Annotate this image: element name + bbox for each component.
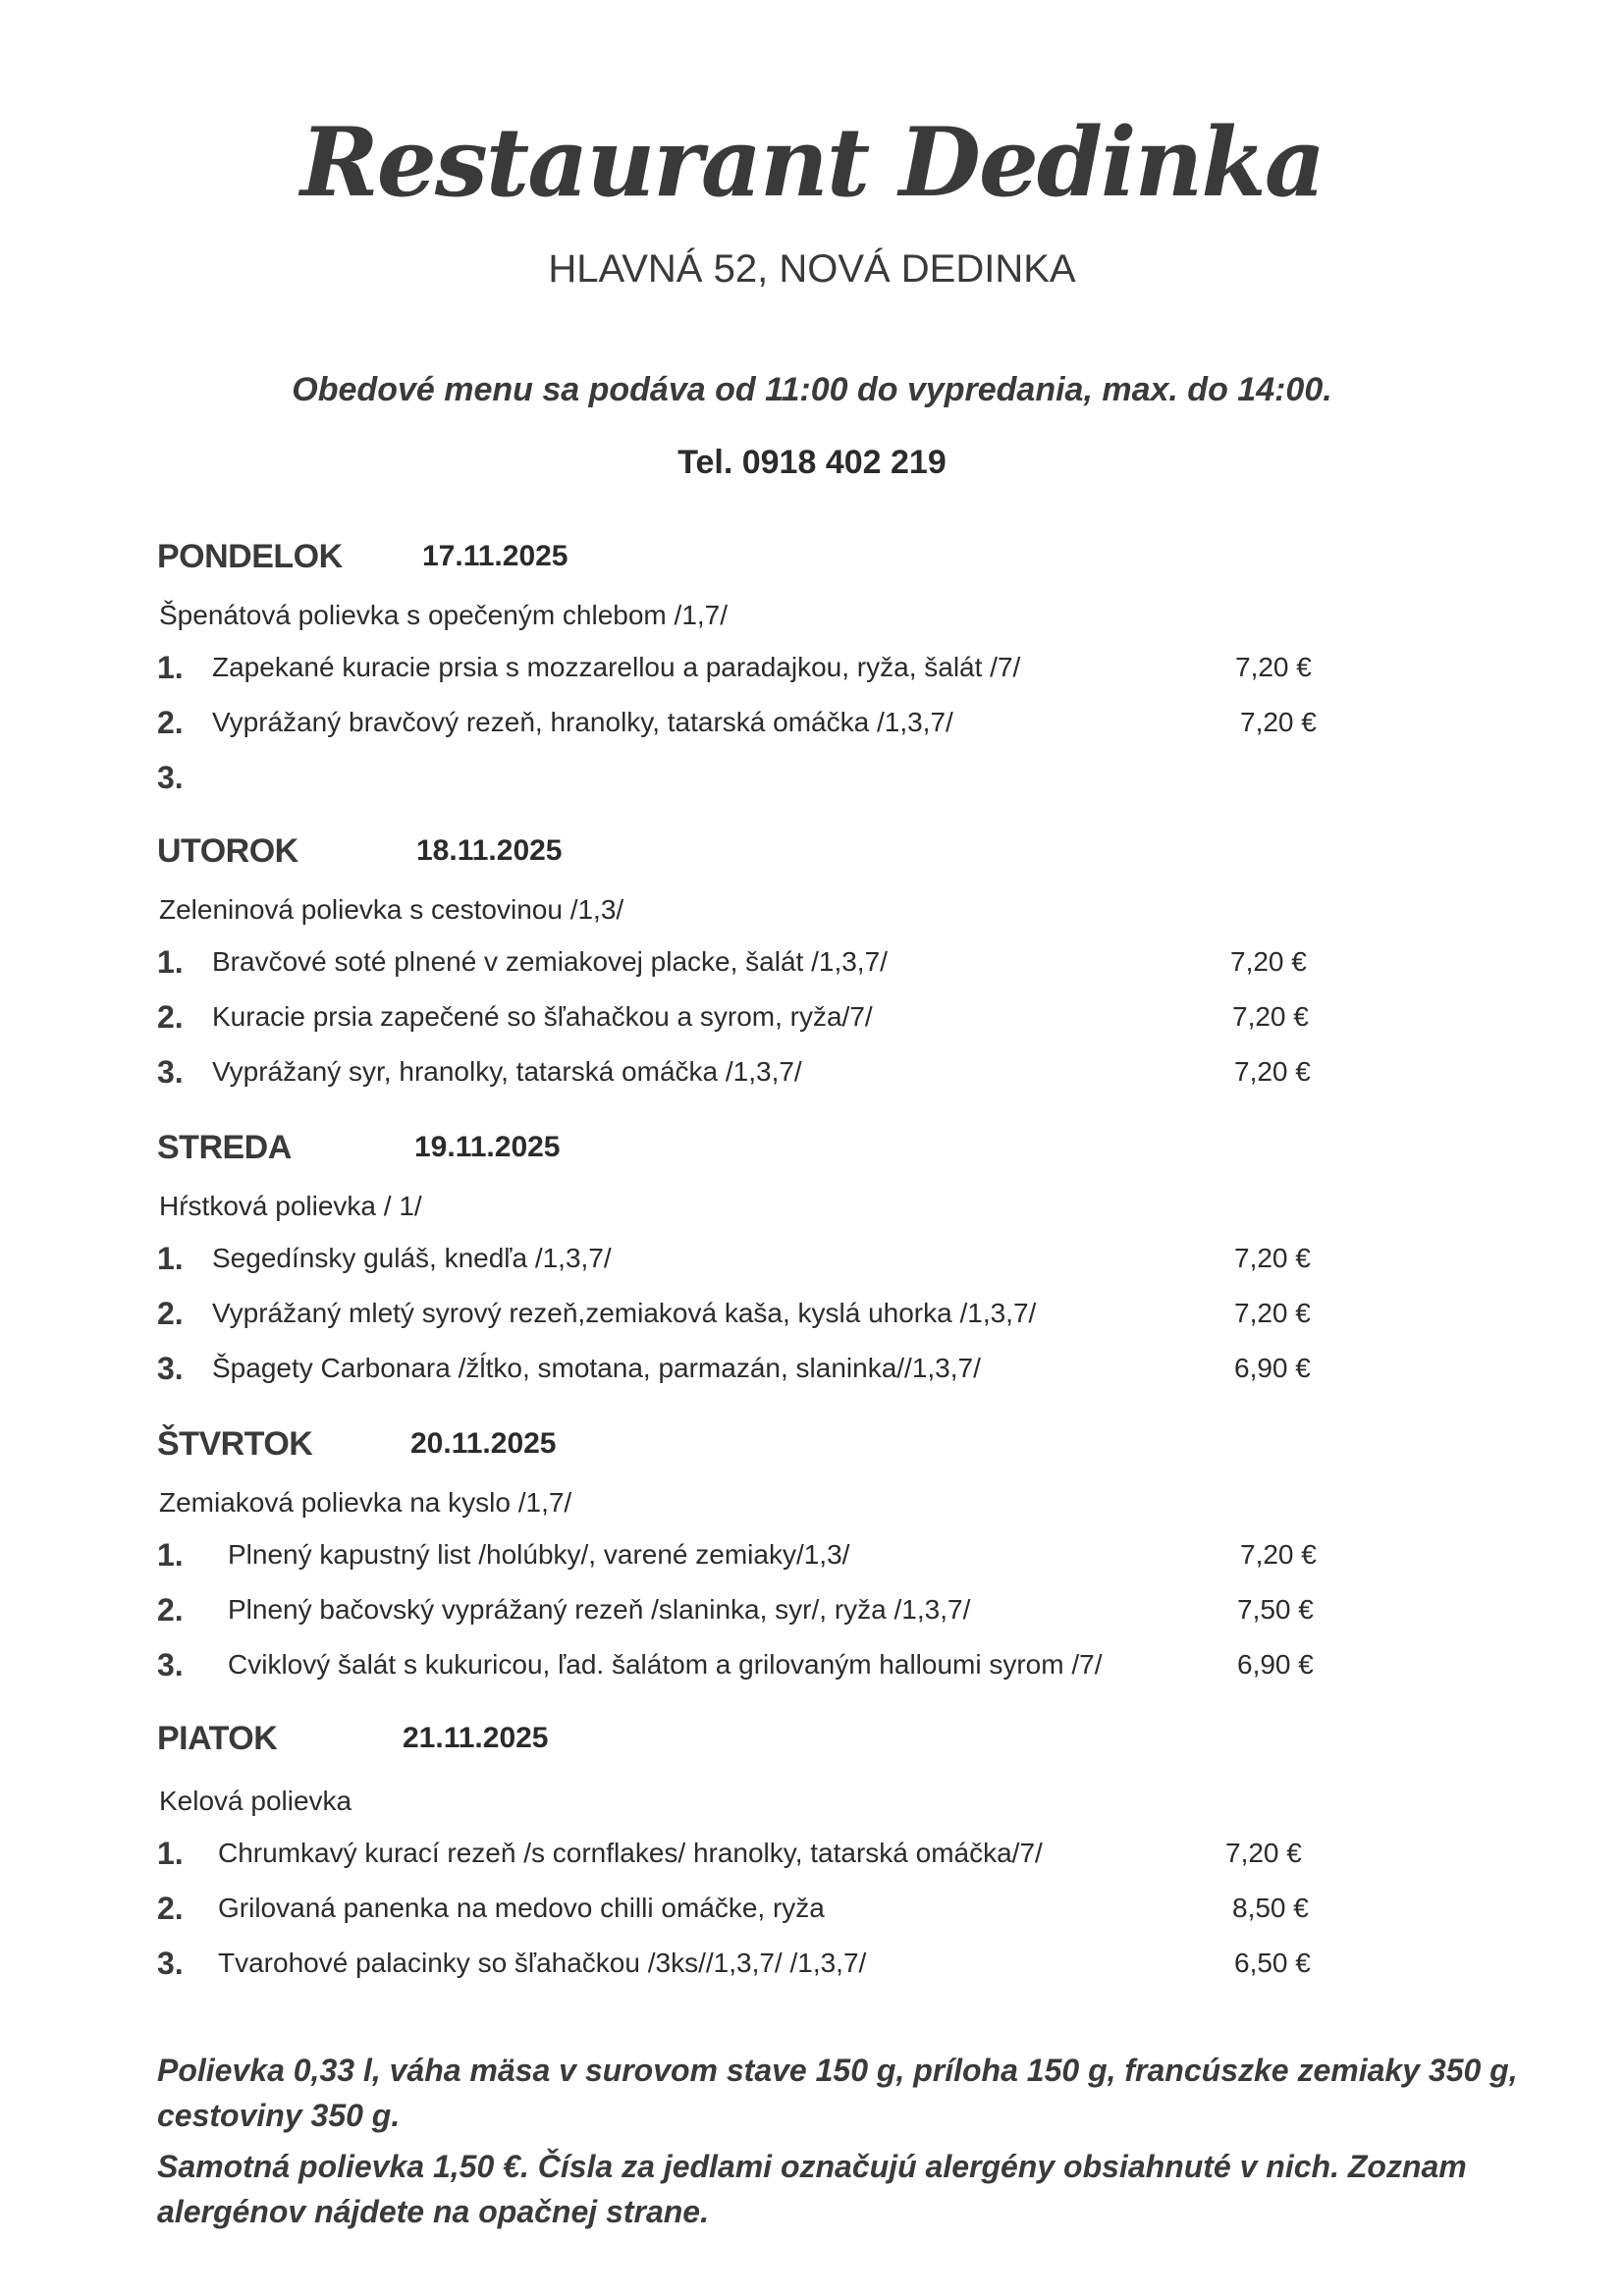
menu-item <box>157 1294 1434 1349</box>
menu-item <box>157 1590 1434 1645</box>
item-price: 6,50 € <box>1234 1948 1311 1978</box>
soup-of-day: Zeleninová polievka s cestovinou /1,3/ <box>159 894 624 925</box>
day-name: STREDA <box>157 1129 292 1166</box>
phone-number: Tel. 0918 402 219 <box>677 444 947 481</box>
item-number: 2. <box>157 1592 184 1628</box>
item-number: 1. <box>157 650 184 685</box>
day-section-friday <box>157 1720 1434 1999</box>
day-header <box>157 538 1434 593</box>
item-name: Plnený bačovský vyprážaný rezeň /slaninka, syr/, ryža /1,3,7/ <box>228 1594 971 1625</box>
serving-hours-note: Obedové menu sa podáva od 11:00 do vypredania, max. do 14:00. <box>292 371 1332 408</box>
item-price: 7,20 € <box>1234 1298 1311 1328</box>
day-date: 17.11.2025 <box>422 540 568 572</box>
item-number: 2. <box>157 1891 184 1926</box>
menu-item <box>157 1834 1434 1889</box>
menu-item <box>157 1535 1434 1590</box>
item-name: Cviklový šalát s kukuricou, ľad. šalátom a grilovaným halloumi syrom /7/ <box>228 1649 1103 1680</box>
day-date: 18.11.2025 <box>416 834 563 867</box>
item-name: Zapekané kuracie prsia s mozzarellou a paradajkou, ryža, šalát /7/ <box>212 652 1021 682</box>
menu-item <box>157 1645 1434 1700</box>
item-name: Špagety Carbonara /žĺtko, smotana, parmazán, slaninka//1,3,7/ <box>212 1353 981 1383</box>
item-number: 3. <box>157 1351 184 1386</box>
soup-of-day: Zemiaková polievka na kyslo /1,7/ <box>159 1487 572 1518</box>
menu-item <box>157 997 1434 1052</box>
restaurant-title: Restaurant Dedinka <box>299 107 1325 218</box>
menu-item <box>157 1944 1434 1999</box>
item-number: 3. <box>157 760 184 795</box>
allergen-info-note: Samotná polievka 1,50 €. Čísla za jedlami označujú alergény obsiahnuté v nich. Zoznam alergénov nájdete na opačnej strane. <box>157 2149 1467 2229</box>
item-number: 3. <box>157 1946 184 1981</box>
menu-item <box>157 1349 1434 1404</box>
item-number: 2. <box>157 1296 184 1331</box>
menu-item <box>157 1239 1434 1294</box>
item-name: Tvarohové palacinky so šľahačkou /3ks//1,3,7/ /1,3,7/ <box>218 1948 867 1978</box>
day-header <box>157 832 1434 887</box>
day-header <box>157 1720 1434 1775</box>
item-price: 7,20 € <box>1240 707 1317 737</box>
item-number: 2. <box>157 705 184 740</box>
day-name: UTOROK <box>157 832 298 870</box>
item-name: Bravčové soté plnené v zemiakovej placke, šalát /1,3,7/ <box>212 946 888 977</box>
day-date: 19.11.2025 <box>414 1131 561 1163</box>
soup-of-day: Kelová polievka <box>159 1786 352 1816</box>
item-number: 1. <box>157 944 184 980</box>
item-price: 7,20 € <box>1235 652 1312 682</box>
item-price: 7,20 € <box>1240 1539 1317 1570</box>
item-number: 1. <box>157 1537 184 1573</box>
menu-item <box>157 1052 1434 1107</box>
soup-of-day: Špenátová polievka s opečeným chlebom /1,7/ <box>159 600 729 630</box>
item-name: Chrumkavý kurací rezeň /s cornflakes/ hranolky, tatarská omáčka/7/ <box>218 1838 1043 1868</box>
soup-of-day: Hŕstková polievka / 1/ <box>159 1191 422 1221</box>
day-section-wednesday <box>157 1129 1434 1404</box>
item-price: 6,90 € <box>1234 1353 1311 1383</box>
day-name: PIATOK <box>157 1720 278 1757</box>
item-name: Plnený kapustný list /holúbky/, varené zemiaky/1,3/ <box>228 1539 850 1570</box>
day-header <box>157 1425 1434 1480</box>
day-section-thursday <box>157 1425 1434 1700</box>
item-number: 2. <box>157 999 184 1035</box>
day-date: 21.11.2025 <box>403 1722 549 1754</box>
item-price: 6,90 € <box>1237 1649 1314 1680</box>
day-name: PONDELOK <box>157 538 343 575</box>
menu-item <box>157 648 1434 703</box>
item-number: 1. <box>157 1836 184 1871</box>
day-section-tuesday <box>157 832 1434 1107</box>
portion-info-note: Polievka 0,33 l, váha mäsa v surovom stave 150 g, príloha 150 g, francúszke zemiaky 350 g, cestoviny 350 g. <box>157 2053 1518 2133</box>
item-number: 1. <box>157 1241 184 1276</box>
menu-item <box>157 1889 1434 1944</box>
day-header <box>157 1129 1434 1184</box>
item-price: 7,50 € <box>1237 1594 1314 1625</box>
item-number: 3. <box>157 1054 184 1090</box>
item-name: Vyprážaný bravčový rezeň, hranolky, tatarská omáčka /1,3,7/ <box>212 707 953 737</box>
item-price: 7,20 € <box>1234 1056 1311 1087</box>
item-name: Grilovaná panenka na medovo chilli omáčke, ryža <box>218 1893 825 1923</box>
item-name: Vyprážaný syr, hranolky, tatarská omáčka /1,3,7/ <box>212 1056 802 1087</box>
item-price: 7,20 € <box>1232 1001 1309 1032</box>
item-name: Segedínsky guláš, knedľa /1,3,7/ <box>212 1243 612 1273</box>
day-date: 20.11.2025 <box>410 1427 557 1460</box>
menu-item <box>157 758 1434 813</box>
day-section-monday <box>157 538 1434 813</box>
day-name: ŠTVRTOK <box>157 1425 313 1463</box>
item-name: Kuracie prsia zapečené so šľahačkou a syrom, ryža/7/ <box>212 1001 873 1032</box>
restaurant-address: HLAVNÁ 52, NOVÁ DEDINKA <box>548 247 1076 291</box>
item-price: 7,20 € <box>1230 946 1307 977</box>
item-number: 3. <box>157 1647 184 1682</box>
menu-item <box>157 703 1434 758</box>
item-price: 8,50 € <box>1232 1893 1309 1923</box>
menu-item <box>157 942 1434 997</box>
item-price: 7,20 € <box>1234 1243 1311 1273</box>
item-name: Vyprážaný mletý syrový rezeň,zemiaková kaša, kyslá uhorka /1,3,7/ <box>212 1298 1037 1328</box>
item-price: 7,20 € <box>1225 1838 1302 1868</box>
